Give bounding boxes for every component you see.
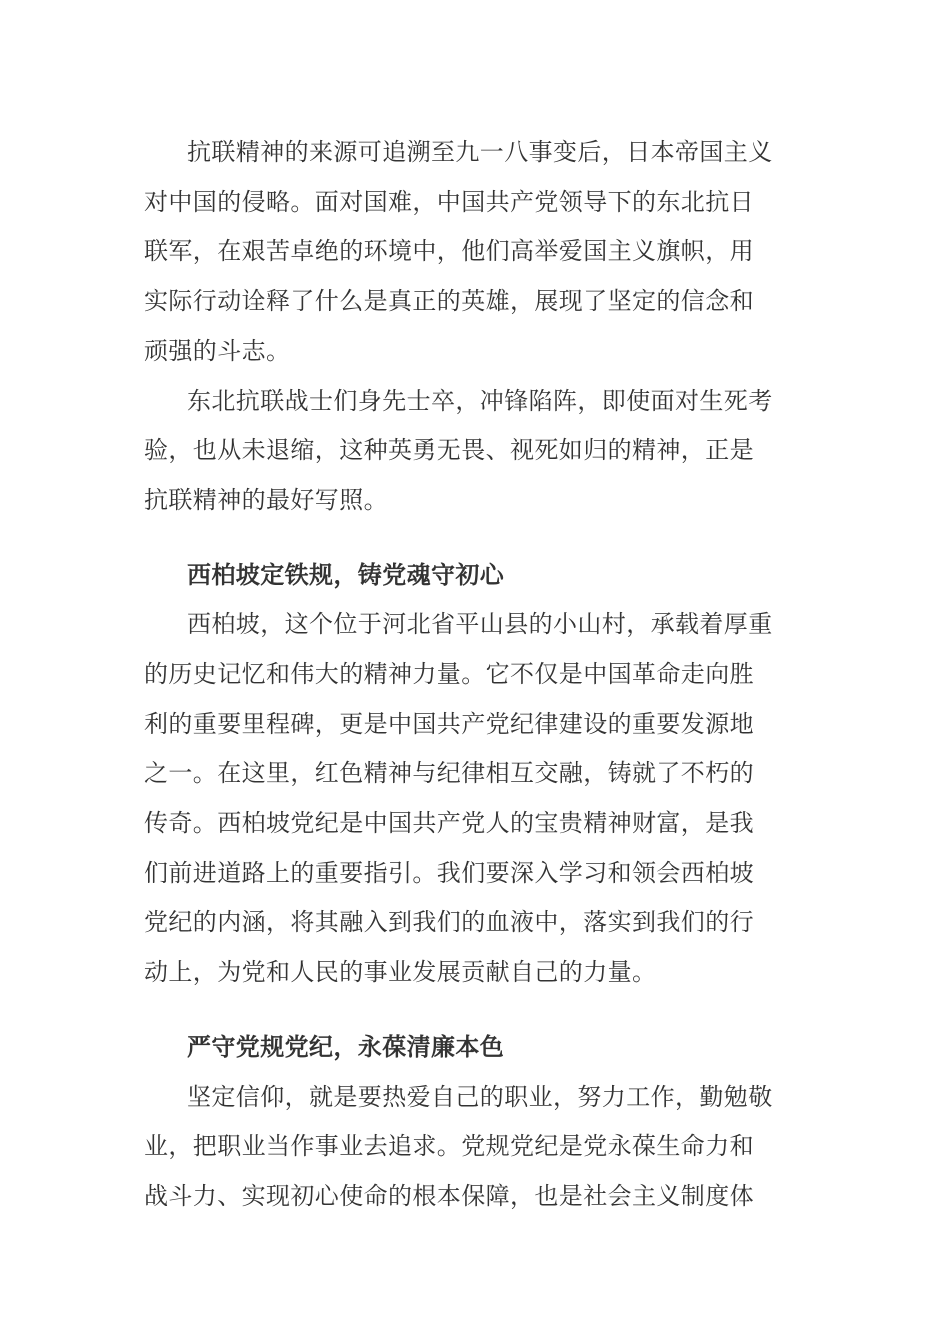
section-heading: 西柏坡定铁规，铸党魂守初心 (187, 561, 505, 589)
paragraph-line: 抗联精神的最好写照。 (144, 486, 388, 514)
paragraph-line: 西柏坡，这个位于河北省平山县的小山村，承载着厚重 (187, 610, 773, 638)
paragraph-line: 顽强的斗志。 (144, 337, 291, 365)
paragraph-line: 战斗力、实现初心使命的根本保障，也是社会主义制度体 (144, 1182, 754, 1210)
paragraph-line: 的历史记忆和伟大的精神力量。它不仅是中国革命走向胜 (144, 660, 754, 688)
section-heading: 严守党规党纪，永葆清廉本色 (187, 1033, 505, 1061)
paragraph-line: 之一。在这里，红色精神与纪律相互交融，铸就了不朽的 (144, 759, 754, 787)
paragraph-line: 验，也从未退缩，这种英勇无畏、视死如归的精神，正是 (144, 436, 754, 464)
paragraph-line: 坚定信仰，就是要热爱自己的职业，努力工作，勤勉敬 (187, 1083, 773, 1111)
paragraph-line: 传奇。西柏坡党纪是中国共产党人的宝贵精神财富，是我 (144, 809, 754, 837)
paragraph-line: 联军，在艰苦卓绝的环境中，他们高举爱国主义旗帜，用 (144, 237, 754, 265)
paragraph-line: 利的重要里程碑，更是中国共产党纪律建设的重要发源地 (144, 710, 754, 738)
paragraph-line: 实际行动诠释了什么是真正的英雄，展现了坚定的信念和 (144, 287, 754, 315)
paragraph-line: 动上，为党和人民的事业发展贡献自己的力量。 (144, 958, 657, 986)
paragraph-line: 党纪的内涵，将其融入到我们的血液中，落实到我们的行 (144, 908, 754, 936)
paragraph-line: 对中国的侵略。面对国难，中国共产党领导下的东北抗日 (144, 188, 754, 216)
paragraph-line: 们前进道路上的重要指引。我们要深入学习和领会西柏坡 (144, 859, 754, 887)
paragraph-line: 抗联精神的来源可追溯至九一八事变后，日本帝国主义 (187, 138, 773, 166)
paragraph-line: 东北抗联战士们身先士卒，冲锋陷阵，即使面对生死考 (187, 387, 773, 415)
paragraph-line: 业，把职业当作事业去追求。党规党纪是党永葆生命力和 (144, 1132, 754, 1160)
